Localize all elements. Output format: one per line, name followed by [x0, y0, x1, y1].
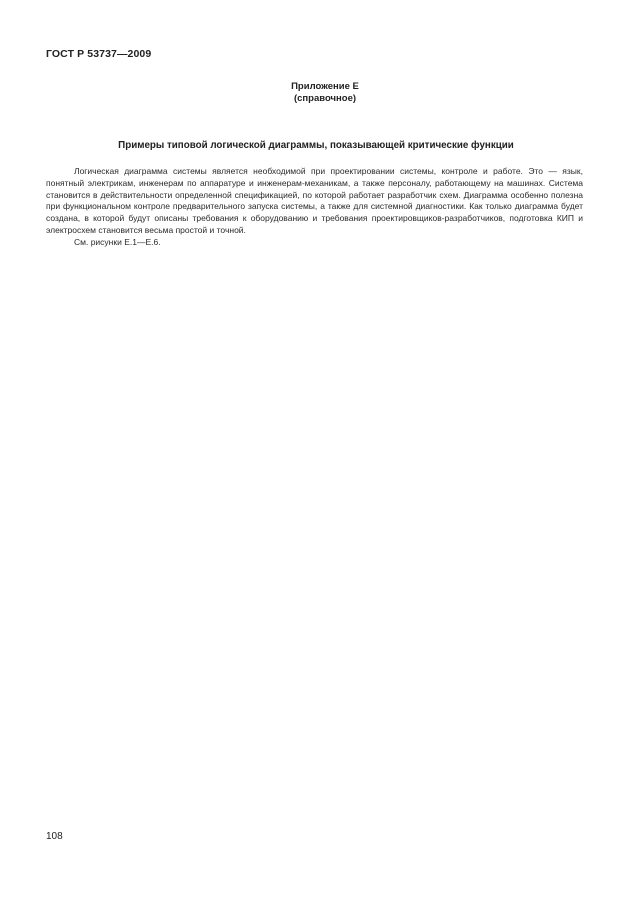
appendix-note: (справочное): [293, 93, 357, 104]
figure-reference: См. рисунки Е.1—Е.6.: [74, 236, 161, 247]
section-title: Примеры типовой логической диаграммы, показывающей критические функции: [118, 140, 514, 151]
body-text: [46, 166, 583, 249]
appendix-title: Приложение Е: [291, 81, 359, 92]
document-code: ГОСТ Р 53737—2009: [46, 48, 152, 60]
body-paragraph: Логическая диаграмма системы является необходимой при проектировании системы, контроле и работе. Это — язык, понятный электрикам, инженерам по аппаратуре и инженерам-механикам, а также персоналу, работающему на машинах. Система становится в действительности определенной спецификацией, по которой работает разработчик схем. Диаграмма особенно полезна при функциональном контроле предварительного запуска системы, а также для системной диагностики. Как только диаграмма будет создана, в которой будут описаны требования к оборудованию и требования проектировщиков-разработчиков, подготовка КИП и электросхем становится весьма простой и точной.: [46, 166, 583, 235]
page-number: 108: [46, 831, 63, 842]
